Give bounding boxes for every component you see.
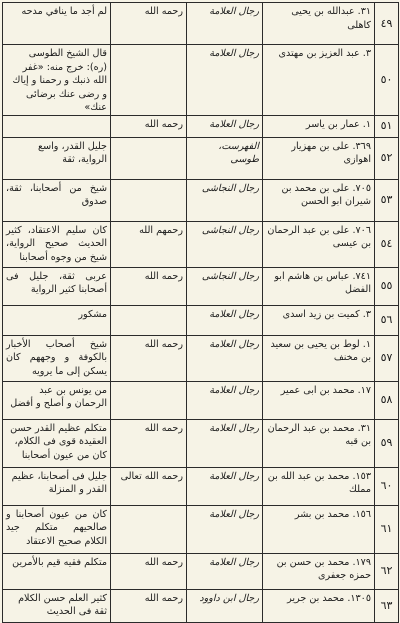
narrator-name: ٣٦٩. على بن مهزيار اهوازى	[263, 137, 375, 179]
narrator-name: ١٥٣. محمد بن عبد الله بن مملك	[263, 467, 375, 505]
description: متكلم عظيم القدر حسن العقيدة قوى فى الكلام، كان من عيون أصحابنا	[3, 419, 111, 467]
description: عربى ثقة، جليل فى أصحابنا كثير الرواية	[3, 267, 111, 305]
table-row	[3, 179, 399, 221]
narrator-name: ١٣٠٥. محمد بن جرير	[263, 589, 375, 622]
prayer-phrase	[111, 137, 187, 179]
description: من يونس بن عبد الرحمان و أصلح و أفضل	[3, 381, 111, 419]
source-book: رجال النجاشى	[187, 221, 263, 267]
source-book: رجال العلامة	[187, 115, 263, 137]
prayer-phrase	[111, 381, 187, 419]
row-number: ٥٨	[375, 381, 399, 419]
table-row	[3, 381, 399, 419]
row-number: ٦٠	[375, 467, 399, 505]
source-book: رجال العلامة	[187, 305, 263, 335]
narrator-name: ٧٠٦. على بن عبد الرحمان بن عيسى	[263, 221, 375, 267]
row-number: ٥٤	[375, 221, 399, 267]
description: كان من عيون أصحابنا و صالحيهم متكلم جيد الكلام صحيح الاعتقاد	[3, 505, 111, 553]
row-number: ٥٦	[375, 305, 399, 335]
source-book: الفهرست، طوسى	[187, 137, 263, 179]
prayer-phrase	[111, 45, 187, 116]
prayer-phrase: رحمه الله	[111, 267, 187, 305]
description: شيخ أصحاب الأخبار بالكوفة و وجههم كان يسكن إلى ما يرويه	[3, 335, 111, 381]
prayer-phrase: رحمه الله	[111, 335, 187, 381]
description	[3, 115, 111, 137]
description: جليل فى أصحابنا، عظيم القدر و المنزلة	[3, 467, 111, 505]
prayer-phrase: رحمه الله تعالى	[111, 467, 187, 505]
row-number: ٥١	[375, 115, 399, 137]
table-row	[3, 467, 399, 505]
table-row	[3, 3, 399, 45]
description: متكلم فقيه قيم بالأمرين	[3, 553, 111, 589]
narrator-name: ١٧. محمد بن ابى عمير	[263, 381, 375, 419]
description: لم أجد ما ينافي مدحه	[3, 3, 111, 45]
source-book: رجال العلامة	[187, 3, 263, 45]
row-number: ٥٣	[375, 179, 399, 221]
row-number: ٦١	[375, 505, 399, 553]
narrator-name: ٣. كميت بن زيد اسدى	[263, 305, 375, 335]
row-number: ٥٥	[375, 267, 399, 305]
table-body	[3, 3, 399, 623]
prayer-phrase: رحمه الله	[111, 115, 187, 137]
source-book: رجال العلامة	[187, 381, 263, 419]
source-book: رجال العلامة	[187, 419, 263, 467]
source-book: رجال النجاشى	[187, 179, 263, 221]
narrator-name: ٣. عبد العزيز بن مهتدى	[263, 45, 375, 116]
table-row	[3, 267, 399, 305]
prayer-phrase	[111, 179, 187, 221]
prayer-phrase	[111, 505, 187, 553]
narrator-name: ١٥٦. محمد بن بشر	[263, 505, 375, 553]
row-number: ٦٣	[375, 589, 399, 622]
source-book: رجال ابن داوود	[187, 589, 263, 622]
description: جليل القدر، واسع الرواية، ثقة	[3, 137, 111, 179]
row-number: ٥٩	[375, 419, 399, 467]
source-book: رجال العلامة	[187, 553, 263, 589]
table-row	[3, 589, 399, 622]
source-book: رجال العلامة	[187, 505, 263, 553]
description: مشكور	[3, 305, 111, 335]
narrator-name: ٧٠٥. على بن محمد بن شيران ابو الحسن	[263, 179, 375, 221]
prayer-phrase: رحمهم الله	[111, 221, 187, 267]
prayer-phrase: رحمه الله	[111, 553, 187, 589]
table-row	[3, 419, 399, 467]
table-row	[3, 115, 399, 137]
narrator-name: ٣١. عبدالله بن يحيى كاهلى	[263, 3, 375, 45]
description: قال الشيخ الطوسى (ره): خرج منه: «غفر الله ذنبك و رحمنا و إياك و رضى عنك برضائى عنك»	[3, 45, 111, 116]
prayer-phrase	[111, 305, 187, 335]
table-row	[3, 137, 399, 179]
narrator-name: ١٧٩. محمد بن حسن بن حمزه جعفرى	[263, 553, 375, 589]
source-book: رجال العلامة	[187, 335, 263, 381]
source-book: رجال العلامة	[187, 467, 263, 505]
prayer-phrase: رحمه الله	[111, 419, 187, 467]
source-book: رجال العلامة	[187, 45, 263, 116]
narrator-name: ١. عمار بن ياسر	[263, 115, 375, 137]
narrator-name: ٣١. محمد بن عبد الرحمان بن قبه	[263, 419, 375, 467]
row-number: ٤٩	[375, 3, 399, 45]
table-row	[3, 505, 399, 553]
narrators-table	[2, 2, 399, 623]
description: كان سليم الاعتقاد، كثير الحديث صحيح الرواية، شيخ من وجوه أصحابنا	[3, 221, 111, 267]
row-number: ٥٠	[375, 45, 399, 116]
narrator-name: ١. لوط بن يحيى بن سعيد بن مخنف	[263, 335, 375, 381]
prayer-phrase: رحمه الله	[111, 3, 187, 45]
table-row	[3, 221, 399, 267]
row-number: ٥٢	[375, 137, 399, 179]
description: شيخ من أصحابنا، ثقة، صدوق	[3, 179, 111, 221]
row-number: ٥٧	[375, 335, 399, 381]
table-row	[3, 335, 399, 381]
table-row	[3, 45, 399, 116]
source-book: رجال النجاشى	[187, 267, 263, 305]
table-row	[3, 305, 399, 335]
row-number: ٦٢	[375, 553, 399, 589]
prayer-phrase: رحمه الله	[111, 589, 187, 622]
narrator-name: ٧٤١. عباس بن هاشم ابو الفضل	[263, 267, 375, 305]
description: كثير العلم حسن الكلام ثقة فى الحديث	[3, 589, 111, 622]
table-row	[3, 553, 399, 589]
